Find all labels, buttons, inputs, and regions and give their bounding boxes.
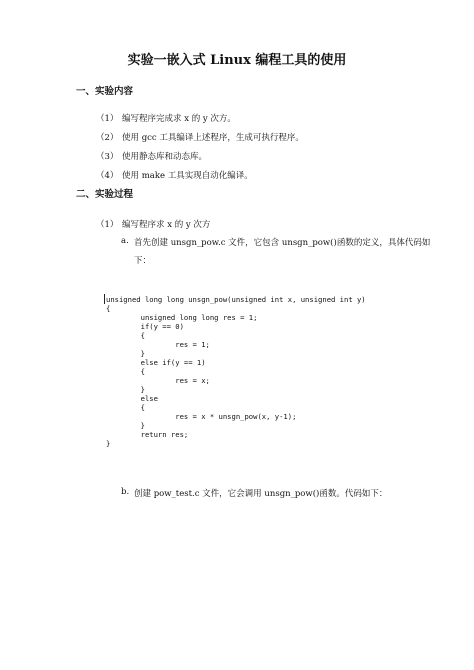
list-item-number: （4）: [96, 171, 119, 181]
substep-text: 创建 pow_test.c 文件，它会调用 unsgn_pow()函数。代码如下：: [134, 489, 388, 499]
list-item-text: 使用静态库和动态库。: [122, 152, 208, 162]
substep-text-line1: 首先创建 unsgn_pow.c 文件，它包含 unsgn_pow()函数的定义，具体代码如: [134, 238, 431, 248]
step-text: 编写程序求 x 的 y 次方: [122, 220, 211, 230]
step-number: （1）: [96, 220, 119, 230]
list-item-text: 使用 gcc 工具编译上述程序，生成可执行程序。: [122, 133, 304, 143]
list-item-number: （3）: [96, 152, 119, 162]
section-heading-content: 一、实验内容: [76, 86, 134, 97]
substep-label: a.: [121, 236, 129, 246]
substep-label: b.: [121, 487, 130, 497]
text-cursor: [104, 294, 105, 304]
substep-text-line2: 下：: [134, 256, 152, 266]
document-title: 实验一嵌入式 Linux 编程工具的使用: [127, 53, 347, 68]
list-item-text: 使用 make 工具实现自动化编译。: [122, 171, 253, 181]
list-item-text: 编写程序完成求 x 的 y 次方。: [122, 114, 236, 124]
list-item-number: （1）: [96, 114, 119, 124]
code-block: unsigned long long unsgn_pow(unsigned int x, unsigned int y) { unsigned long long res = 1; if(y == 0) { res = 1; } else if(y == 1) { res = x; } else { res = x * unsgn_pow(x, y-1); } return res; }: [106, 295, 366, 448]
list-item-number: （2）: [96, 133, 119, 143]
section-heading-process: 二、实验过程: [76, 189, 134, 200]
